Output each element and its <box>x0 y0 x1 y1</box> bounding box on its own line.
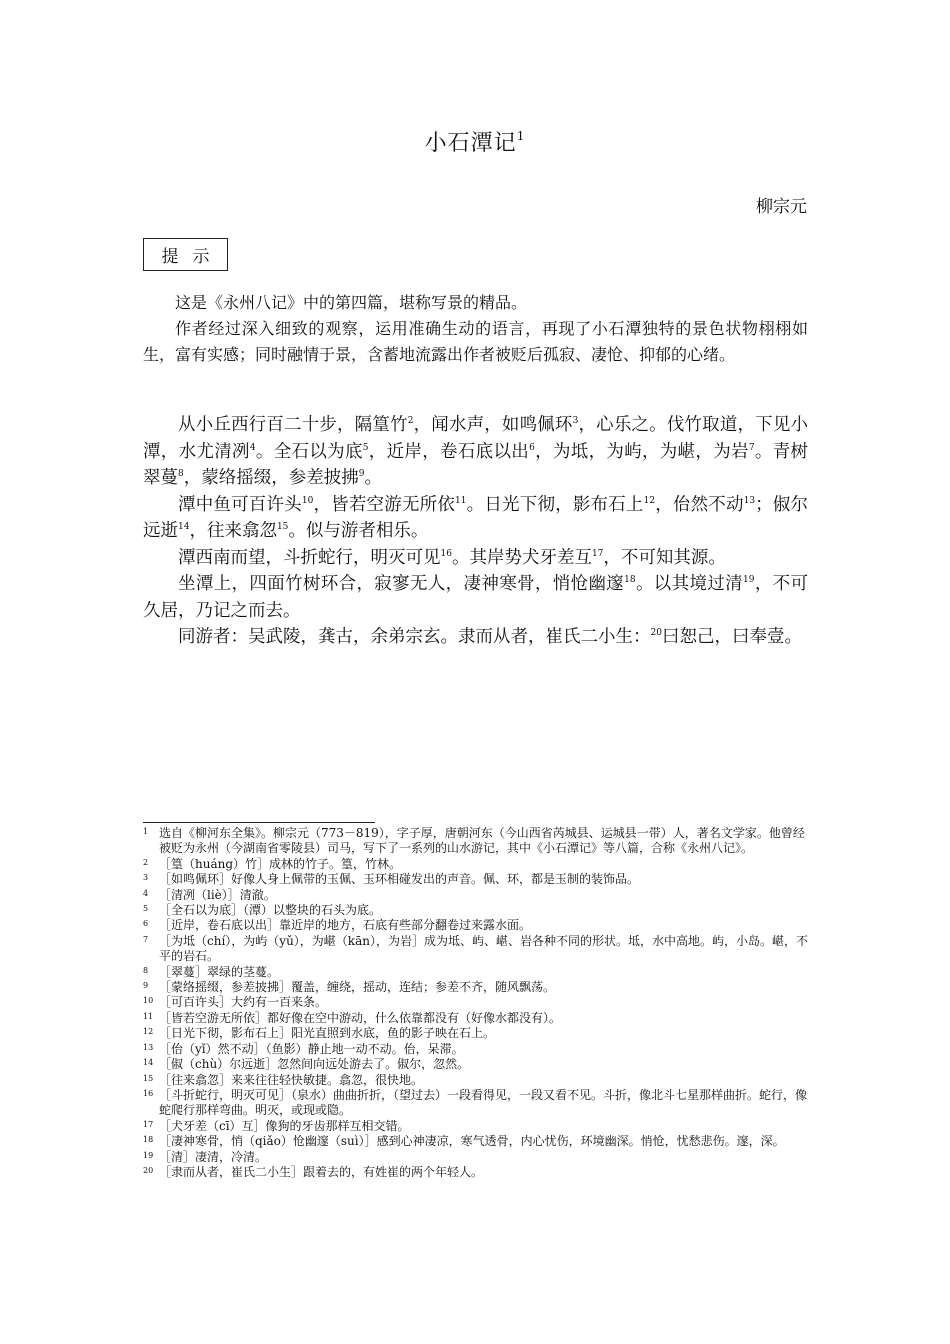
footnote-ref: 12 <box>643 495 656 506</box>
text-segment: ，心乐之。伐竹取道，下见小潭，水尤清冽 <box>143 415 809 462</box>
text-segment: ，往来翕忽 <box>189 521 277 541</box>
footnote-item <box>143 1073 815 1088</box>
footnote-item <box>143 826 815 857</box>
footnotes-section <box>143 826 815 1180</box>
footnote-ref: 18 <box>624 575 636 585</box>
intro-paragraph: 作者经过深入细致的观察，运用准确生动的语言，再现了小石潭独特的景色状物栩栩如生，富有实感；同时融情于景，含蓄地流露出作者被贬后孤寂、凄怆、抑郁的心绪。 <box>143 319 808 364</box>
body-paragraph <box>143 412 808 492</box>
footnote-ref: 4 <box>249 442 256 453</box>
text-segment: 同游者：吴武陵，龚古，余弟宗玄。隶而从者，崔氏二小生： <box>178 627 651 647</box>
footnote-number: 7 <box>143 934 149 944</box>
footnote-text: ［凄神寒骨，悄（qiǎo）怆幽邃（suì）］感到心神凄凉，寒气透骨，内心忧伤，环境幽深。悄怆，忧愁悲伤。邃，深。 <box>159 1134 785 1149</box>
footnote-number: 2 <box>143 857 149 867</box>
intro-section <box>143 290 808 368</box>
footnote-item <box>143 1134 815 1149</box>
footnote-item <box>143 857 815 872</box>
footnote-ref: 10 <box>301 495 314 506</box>
body-paragraph <box>143 624 808 651</box>
footnote-ref: 19 <box>743 575 755 585</box>
footnote-text: ［清］凄清，冷清。 <box>159 1149 268 1164</box>
footnote-number: 16 <box>143 1088 154 1098</box>
footnote-text: ［皆若空游无所依］都好像在空中游动，什么依靠都没有（好像水都没有）。 <box>159 1010 562 1025</box>
text-segment: ，蒙络摇缀，参差披拂 <box>183 468 359 488</box>
text-segment: 。其岸势犬牙差互 <box>451 547 592 568</box>
footnote-text: ［俶（chù）尔远逝］忽然间向远处游去了。俶尔，忽然。 <box>159 1057 470 1072</box>
text-segment: 。青树翠蔓 <box>143 441 809 488</box>
footnote-divider <box>143 822 375 823</box>
footnote-item <box>143 872 815 887</box>
footnote-text: ［翠蔓］翠绿的茎蔓。 <box>159 964 280 979</box>
footnote-item <box>143 1165 815 1180</box>
footnote-text: ［清冽（liè）］清澈。 <box>159 887 276 902</box>
text-segment: 。以其境过清 <box>635 574 744 594</box>
intro-paragraph: 这是《永州八记》中的第四篇，堪称写景的精品。 <box>175 293 528 312</box>
footnote-number: 19 <box>143 1150 154 1160</box>
text-segment: ；俶尔远逝 <box>143 494 809 541</box>
footnote-item <box>143 1011 815 1026</box>
text-segment: 从小丘西行百二十步，隔篁竹 <box>178 415 408 435</box>
footnote-ref: 5 <box>362 442 369 453</box>
footnote-number: 10 <box>143 996 154 1006</box>
main-text <box>143 412 808 651</box>
footnote-text: ［日光下彻，影布石上］阳光直照到水底，鱼的影子映在石上。 <box>159 1026 496 1041</box>
author-name: 柳宗元 <box>756 197 807 217</box>
footnote-ref: 3 <box>572 416 579 426</box>
footnote-text: ［为坻（chí），为屿（yǔ），为嵁（kān），为岩］成为坻、屿、嵁、岩各种不同的形状。坻，水中高地。屿，小岛。嵁，不平的岩石。 <box>159 933 808 964</box>
text-segment: 。全石以为底 <box>255 441 363 462</box>
footnote-item <box>143 980 815 995</box>
text-segment: 。似与游者相乐。 <box>288 521 429 541</box>
text-segment: ，佁然不动 <box>655 494 744 515</box>
footnote-number: 17 <box>143 1119 154 1129</box>
footnote-number: 4 <box>143 888 149 898</box>
footnote-ref: 1 <box>516 129 526 143</box>
footnote-text: ［往来翕忽］来来往往轻快敏捷。翕忽，很快地。 <box>159 1072 424 1087</box>
text-segment: 坐潭上，四面竹树环合，寂寥无人，凄神寒骨，悄怆幽邃 <box>178 574 625 594</box>
footnote-item <box>143 1042 815 1057</box>
footnote-number: 14 <box>143 1058 154 1068</box>
text-segment: 潭中鱼可百许头 <box>178 494 302 515</box>
footnote-item <box>143 1026 815 1041</box>
footnote-item <box>143 965 815 980</box>
footnote-ref: 17 <box>591 548 604 559</box>
footnote-number: 3 <box>143 873 149 883</box>
footnote-item <box>143 995 815 1010</box>
footnote-number: 5 <box>143 904 149 914</box>
text-segment: 。 <box>364 468 382 488</box>
footnote-text: ［佁（yǐ）然不动］（鱼影）静止地一动不动。佁，呆滞。 <box>159 1041 464 1056</box>
text-segment: ，不可知其源。 <box>603 547 726 568</box>
footnote-number: 11 <box>143 1011 154 1021</box>
footnote-ref: 7 <box>748 442 755 453</box>
footnote-item <box>143 888 815 903</box>
footnote-item <box>143 1119 815 1134</box>
text-segment: ，闻水声，如鸣佩环 <box>413 415 573 435</box>
footnote-item <box>143 1150 815 1165</box>
footnote-text: ［犬牙差（cī）互］像狗的牙齿那样互相交错。 <box>159 1118 410 1133</box>
footnote-ref: 20 <box>650 628 662 638</box>
footnote-text: ［如鸣佩环］好像人身上佩带的玉佩、玉环相碰发出的声音。佩、环，都是玉制的装饰品。 <box>159 872 640 887</box>
footnote-ref: 11 <box>455 495 467 506</box>
footnote-item <box>143 1088 815 1119</box>
footnote-number: 1 <box>143 827 149 836</box>
text-segment: ，近岸，卷石底以出 <box>368 441 530 462</box>
footnote-item <box>143 934 815 965</box>
footnote-text: ［近岸，卷石底以出］靠近岸的地方，石底有些部分翻卷过来露水面。 <box>159 918 532 933</box>
text-segment: 潭西南而望，斗折蛇行，明灭可见 <box>178 547 441 568</box>
footnote-item <box>143 1057 815 1072</box>
footnote-text: ［可百许头］大约有一百来条。 <box>159 995 328 1010</box>
footnote-number: 20 <box>143 1165 154 1175</box>
tip-heading-box: 提示 <box>143 238 228 271</box>
footnote-ref: 13 <box>743 495 756 506</box>
footnote-text: ［隶而从者，崔氏二小生］跟着去的，有姓崔的两个年轻人。 <box>159 1164 484 1179</box>
title-text: 小石潭记 <box>424 131 517 156</box>
footnote-number: 12 <box>143 1027 154 1037</box>
body-paragraph <box>143 571 808 624</box>
text-segment: 曰恕己，曰奉壹。 <box>661 627 802 647</box>
footnote-ref: 2 <box>407 416 414 426</box>
page-title <box>0 126 950 157</box>
footnote-number: 18 <box>143 1135 154 1145</box>
footnote-number: 6 <box>143 919 149 929</box>
text-segment: ，为坻，为屿，为嵁，为岩 <box>534 441 749 462</box>
footnote-number: 15 <box>143 1073 154 1083</box>
footnote-item <box>143 903 815 918</box>
footnote-text: ［篁（huáng）竹］成林的竹子。篁，竹林。 <box>159 856 402 871</box>
body-paragraph <box>143 545 808 572</box>
footnote-text: 选自《柳河东全集》。柳宗元（773－819），字子厚，唐朝河东（今山西省芮城县、运城县一带）人，著名文学家。他曾经被贬为永州（今湖南省零陵县）司马，写下了一系列的山水游记，其中《小石潭记》等八篇，合称《永州八记》。 <box>159 826 805 856</box>
footnote-number: 8 <box>143 965 149 975</box>
text-segment: 。日光下彻，影布石上 <box>466 494 644 515</box>
footnote-number: 13 <box>143 1042 154 1052</box>
text-segment: ，不可久居，乃记之而去。 <box>143 574 809 621</box>
footnote-text: ［蒙络摇缀，参差披拂］覆盖，缠绕，摇动，连结；参差不齐，随风飘荡。 <box>159 980 556 995</box>
footnote-ref: 6 <box>529 442 535 453</box>
footnote-item <box>143 918 815 933</box>
text-segment: ，皆若空游无所依 <box>313 494 456 515</box>
footnote-ref: 9 <box>358 469 365 479</box>
footnote-ref: 14 <box>178 522 190 532</box>
footnote-text: ［全石以为底］（潭）以整块的石头为底。 <box>159 903 382 918</box>
footnote-text: ［斗折蛇行，明灭可见］（泉水）曲曲折折，（望过去）一段看得见，一段又看不见。斗折，像北斗七星那样曲折。蛇行，像蛇爬行那样弯曲。明灭，或现或隐。 <box>159 1087 808 1118</box>
footnote-ref: 16 <box>440 548 452 559</box>
footnote-number: 9 <box>143 981 149 991</box>
footnote-ref: 8 <box>178 469 184 479</box>
body-paragraph <box>143 492 808 545</box>
footnote-ref: 15 <box>276 522 289 532</box>
